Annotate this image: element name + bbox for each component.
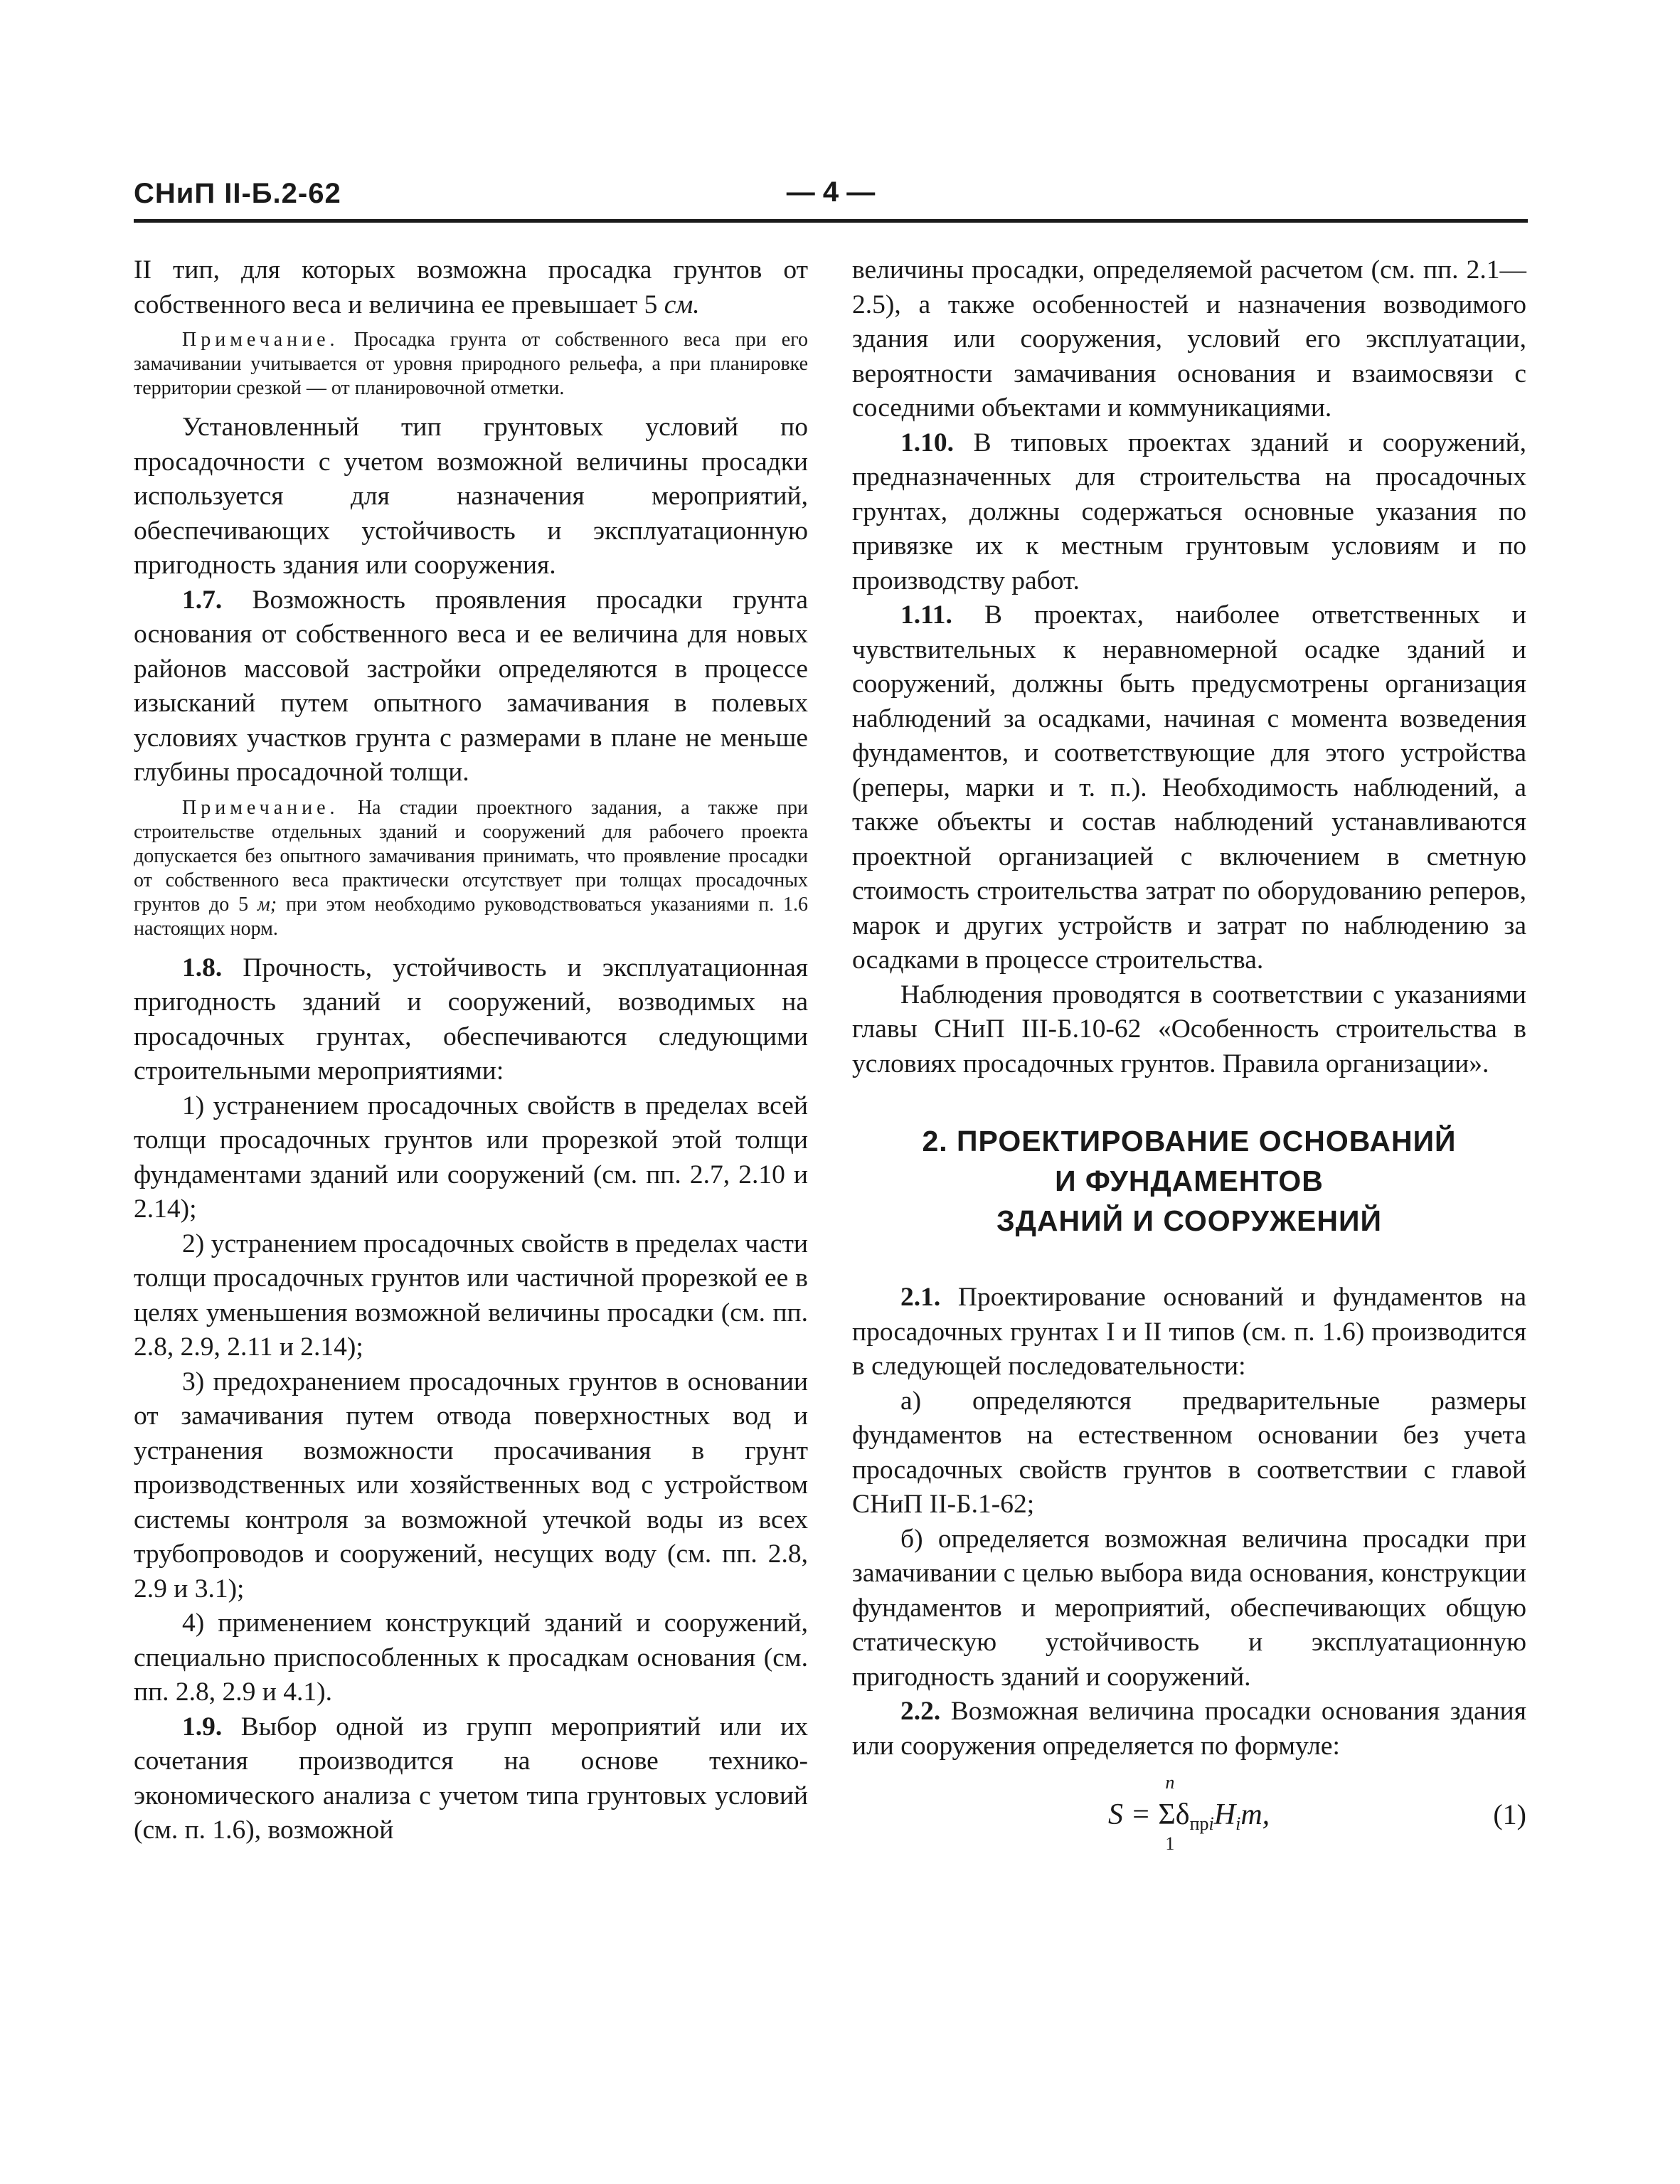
paragraph-type-ii [134, 253, 808, 322]
paragraph-observations: Наблюдения проводятся в соответствии с указаниями главы СНиП III-Б.10-62 «Особенность строительства в условиях просадочных грунтов. Правила организации». [852, 980, 1526, 1078]
list-item-b: б) определяется возможная величина просадки при замачивании с целью выбора вида основания, конструкции фундаментов и мероприятий, обеспечивающих общую статическую устойчивость и эксплуатационную пригодность зданий и сооружений. [852, 1524, 1526, 1692]
list-item-2: 2) устранением просадочных свойств в пределах части толщи просадочных грунтов или частичной прорезкой ее в целях уменьшения возможной величины просадки (см. пп. 2.8, 2.9, 2.11 и 2.14); [134, 1229, 808, 1362]
paragraph-text: Проектирование оснований и фундаментов на просадочных грунтах I и II типов (см. п. 1.6) производится в следующей последовательности: [852, 1283, 1526, 1381]
sigma-glyph: Σ [1158, 1798, 1176, 1831]
list-item-1: 1) устранением просадочных свойств в пределах всей толщи просадочных грунтов или прорезкой этой толщи фундаментами зданий или сооружений (см. пп. 2.7, 2.10 и 2.14); [134, 1091, 808, 1224]
document-code: СНиП II-Б.2-62 [134, 178, 341, 209]
page-number: — 4 — [786, 176, 876, 208]
note-text: Просадка грунта от собственного веса при его замачивании учитывается от уровня природного рельефа, а при планировке территории срезкой — от планировочной отметки. [134, 329, 808, 399]
section-heading-line: И ФУНДАМЕНТОВ [1055, 1165, 1324, 1197]
section-heading-2 [852, 1121, 1526, 1241]
paragraph-text: В типовых проектах зданий и сооружений, предназначенных для строительства на просадочных грунтах, должны содержаться основные указания по привязке их к местным грунтовым условиям и по производству работ. [852, 428, 1526, 595]
paragraph-1-9-continued: величины просадки, определяемой расчетом (см. пп. 2.1—2.5), а также особенностей и назначения возводимого здания или сооружения, условий его эксплуатации, вероятности замачивания основания и взаимосвязи с соседними объектами и коммуникациями. [852, 255, 1526, 423]
paragraph-1-9 [134, 1710, 808, 1848]
note-label: Примечание. [182, 329, 339, 351]
formula-h: H [1213, 1798, 1236, 1831]
paragraph-text: Выбор одной из групп мероприятий или их сочетания производится на основе технико-экономического анализа с учетом типа грунтовых условий (см. п. 1.6), возможной [134, 1712, 808, 1845]
paragraph-2-2 [852, 1695, 1526, 1764]
paragraph-number: 1.10. [900, 428, 954, 457]
paragraph-established-type: Установленный тип грунтовых условий по просадочности с учетом возможной величины просадки используется для назначения мероприятий, обеспечивающих устойчивость и эксплуатационную пригодность здания или сооружения. [134, 413, 808, 580]
note-1 [134, 328, 808, 401]
left-column [134, 253, 808, 1848]
paragraph-text: Прочность, устойчивость и эксплуатационная пригодность зданий и сооружений, возводимых на просадочных грунтах, обеспечиваются следующими строительными мероприятиями: [134, 953, 808, 1086]
paragraph-1-7 [134, 583, 808, 790]
paragraph-text: В проектах, наиболее ответственных и чувствительных к неравномерной осадке зданий и сооружений, должны быть предусмотрены организация наблюдений за осадками, начиная с момента возведения фундаментов, и соответствующие для этого устройства (реперы, марки и т. п.). Необходимость наблюдений, а также объекты и состав наблюдений устанавливаются проектной организацией с включением в сметную стоимость строительства затрат по оборудованию реперов, марок и других устройств и затрат по наблюдению за осадками в процессе строительства. [852, 600, 1526, 975]
paragraph-number: 1.8. [182, 953, 223, 982]
section-heading-line: ЗДАНИЙ И СООРУЖЕНИЙ [996, 1204, 1382, 1237]
paragraph-2-1 [852, 1281, 1526, 1384]
formula-delta: δ [1175, 1798, 1190, 1831]
formula-index: i [1208, 1813, 1214, 1834]
list-item-4: 4) применением конструкций зданий и сооружений, специально приспособленных к просадкам основания (см. пп. 2.8, 2.9 и 4.1). [134, 1608, 808, 1707]
note-text: при этом необходимо руководствоваться указаниями п. 1.6 настоящих норм. [134, 893, 809, 940]
paragraph-number: 1.7. [182, 585, 223, 615]
paragraph-number: 2.1. [900, 1283, 941, 1312]
sum-symbol [1158, 1772, 1176, 1854]
paragraph-text: II тип, для которых возможна просадка грунтов от собственного веса и величина ее превышает 5 [134, 255, 808, 319]
formula-m: m, [1240, 1798, 1270, 1831]
list-item-3: 3) предохранением просадочных грунтов в основании от замачивания путем отвода поверхностных вод и устранения возможности просачивания в грунт производственных или хозяйственных вод с устройством системы контроля за возможной утечкой воды из всех трубопроводов и сооружений, несущих воду (см. пп. 2.8, 2.9 и 3.1); [134, 1367, 808, 1603]
formula-delta-subscript: пр [1189, 1813, 1209, 1834]
note-label: Примечание. [182, 796, 339, 819]
formula-lhs: S = [1108, 1798, 1151, 1831]
page-header [134, 172, 1528, 222]
note-2 [134, 796, 808, 941]
unit-text: м; [257, 893, 277, 916]
paragraph-number: 1.9. [182, 1712, 223, 1742]
sum-upper-limit: n [1165, 1772, 1175, 1793]
header-rule [134, 219, 1528, 223]
paragraph-1-10 [852, 426, 1526, 599]
section-heading-line: 2. ПРОЕКТИРОВАНИЕ ОСНОВАНИЙ [922, 1125, 1457, 1157]
sum-lower-limit: 1 [1165, 1833, 1175, 1854]
note-text: На стадии проектного задания, а также при строительстве отдельных зданий и сооружений для рабочего проекта допускается без опытного замачивания принимать, что проявление просадки от собственного веса практически отсутствует при толщах просадочных грунтов до 5 [134, 796, 808, 916]
paragraph-text: Возможная величина просадки основания здания или сооружения определяется по формуле: [852, 1697, 1527, 1761]
list-item-a: а) определяются предварительные размеры фундаментов на естественном основании без учета просадочных свойств грунтов в соответствии с главой СНиП II-Б.1-62; [852, 1386, 1526, 1519]
paragraph-text: Возможность проявления просадки грунта основания от собственного веса и ее величина для новых районов массовой застройки определяются в процессе изысканий путем опытного замачивания в полевых условиях участков грунта с размерами в плане не меньше глубины просадочной толщи. [134, 585, 808, 787]
formula-number: (1) [1493, 1798, 1526, 1830]
formula-1 [852, 1772, 1526, 1856]
right-column [852, 253, 1526, 1856]
formula-expression [1108, 1772, 1270, 1854]
paragraph-1-11 [852, 598, 1526, 978]
paragraph-1-8 [134, 951, 808, 1089]
paragraph-number: 1.11. [900, 600, 952, 630]
unit-text: см. [664, 290, 700, 319]
paragraph-number: 2.2. [900, 1697, 941, 1726]
formula-h-index: i [1235, 1813, 1241, 1834]
